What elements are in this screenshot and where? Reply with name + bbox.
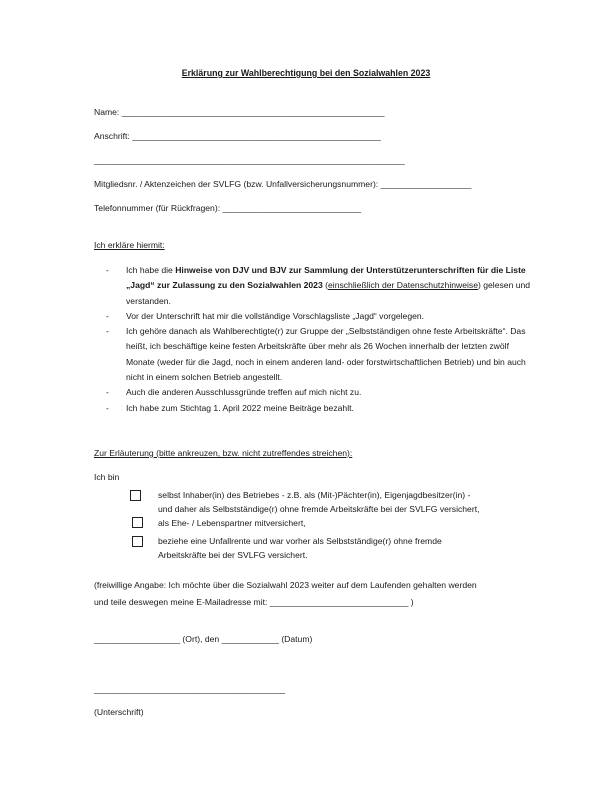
- bullet-dash: -: [106, 326, 109, 337]
- list-item: - Ich habe die Hinweise von DJV und BJV zur Sammlung der Unterstützerunterschriften für die Liste „Jagd“ zur Zulassung zu den Sozialwahlen 2023 (einschließlich der Datenschutzhinweise) gelesen und verstanden.: [106, 265, 531, 306]
- phone-field: Telefonnummer (für Rückfragen): _____________________________: [94, 203, 362, 213]
- list-item: - Auch die anderen Ausschlussgründe treffen auf mich nicht zu.: [94, 385, 534, 400]
- bullet-dash: -: [106, 402, 109, 413]
- explanation-heading: Zur Erläuterung (bitte ankreuzen, bzw. nicht zutreffendes streichen):: [94, 448, 353, 458]
- ich-bin-label: Ich bin: [94, 472, 120, 482]
- bullet-dash: -: [106, 310, 109, 321]
- owner-checkbox[interactable]: [130, 490, 141, 501]
- option-pension-line2: Arbeitskräfte bei der SVLFG versichert.: [158, 550, 308, 560]
- list-item: - Ich gehöre danach als Wahlberechtigte(r) zur Gruppe der „Selbstständigen ohne feste Arbeitskräfte“. Das heißt, ich beschäftige keine festen Arbeitskräfte über mehr als 26 Wochen innerhalb der letzten zwölf Monate (weder für die Jagd, noch in einem anderen land- oder forstwirtschaftlichen Betrieb) und bin auch nicht in einem solchen Betrieb angestellt.: [106, 326, 526, 383]
- bullet-dash: -: [106, 265, 109, 275]
- bullet-dash: -: [106, 387, 109, 398]
- option-pension-line1: beziehe eine Unfallrente und war vorher als Selbstständige(r) ohne fremde: [158, 536, 442, 546]
- option-partner-text: als Ehe- / Lebenspartner mitversichert,: [158, 518, 306, 528]
- list-item: - Ich habe zum Stichtag 1. April 2022 meine Beiträge bezahlt.: [94, 401, 534, 416]
- hint-title: Hinweise von DJV und BJV zur Sammlung der Unterstützerunterschriften für die Liste „Jagd“ zur Zulassung zu den Sozialwahlen 2023: [126, 265, 526, 291]
- name-field: Name: _______________________________________________________: [94, 107, 385, 117]
- signature-line: ________________________________________: [94, 684, 286, 694]
- voluntary-line1: (freiwillige Angabe: Ich möchte über die Sozialwahl 2023 weiter auf dem Laufenden gehalten werden: [94, 580, 477, 590]
- signature-label: (Unterschrift): [94, 707, 144, 717]
- email-field: und teile deswegen meine E-Mailadresse mit: _____________________________ ): [94, 597, 414, 607]
- option-owner-line2: und daher als Selbstständige(r) ohne fremde Arbeitskräfte bei der SVLFG versichert,: [158, 504, 480, 514]
- privacy-link[interactable]: einschließlich der Datenschutzhinweise: [328, 280, 478, 291]
- address-field-line2: _________________________________________________________________: [94, 155, 405, 165]
- place-date-field: __________________ (Ort), den ____________ (Datum): [94, 634, 313, 644]
- option-owner-line1: selbst Inhaber(in) des Betriebes - z.B. als (Mit-)Pächter(in), Eigenjagdbesitzer(in) -: [158, 490, 471, 500]
- address-field: Anschrift: ____________________________________________________: [94, 131, 381, 141]
- list-item: - Vor der Unterschrift hat mir die vollständige Vorschlagsliste „Jagd“ vorgelegen.: [94, 309, 534, 324]
- declaration-heading: Ich erkläre hiermit:: [94, 240, 165, 250]
- membership-number-field: Mitgliedsnr. / Aktenzeichen der SVLFG (bzw. Unfallversicherungsnummer): ___________________: [94, 179, 472, 189]
- pension-checkbox[interactable]: [132, 536, 143, 547]
- partner-checkbox[interactable]: [132, 517, 143, 528]
- document-title: Erklärung zur Wahlberechtigung bei den Sozialwahlen 2023: [181, 68, 431, 78]
- declaration-list: [94, 263, 534, 416]
